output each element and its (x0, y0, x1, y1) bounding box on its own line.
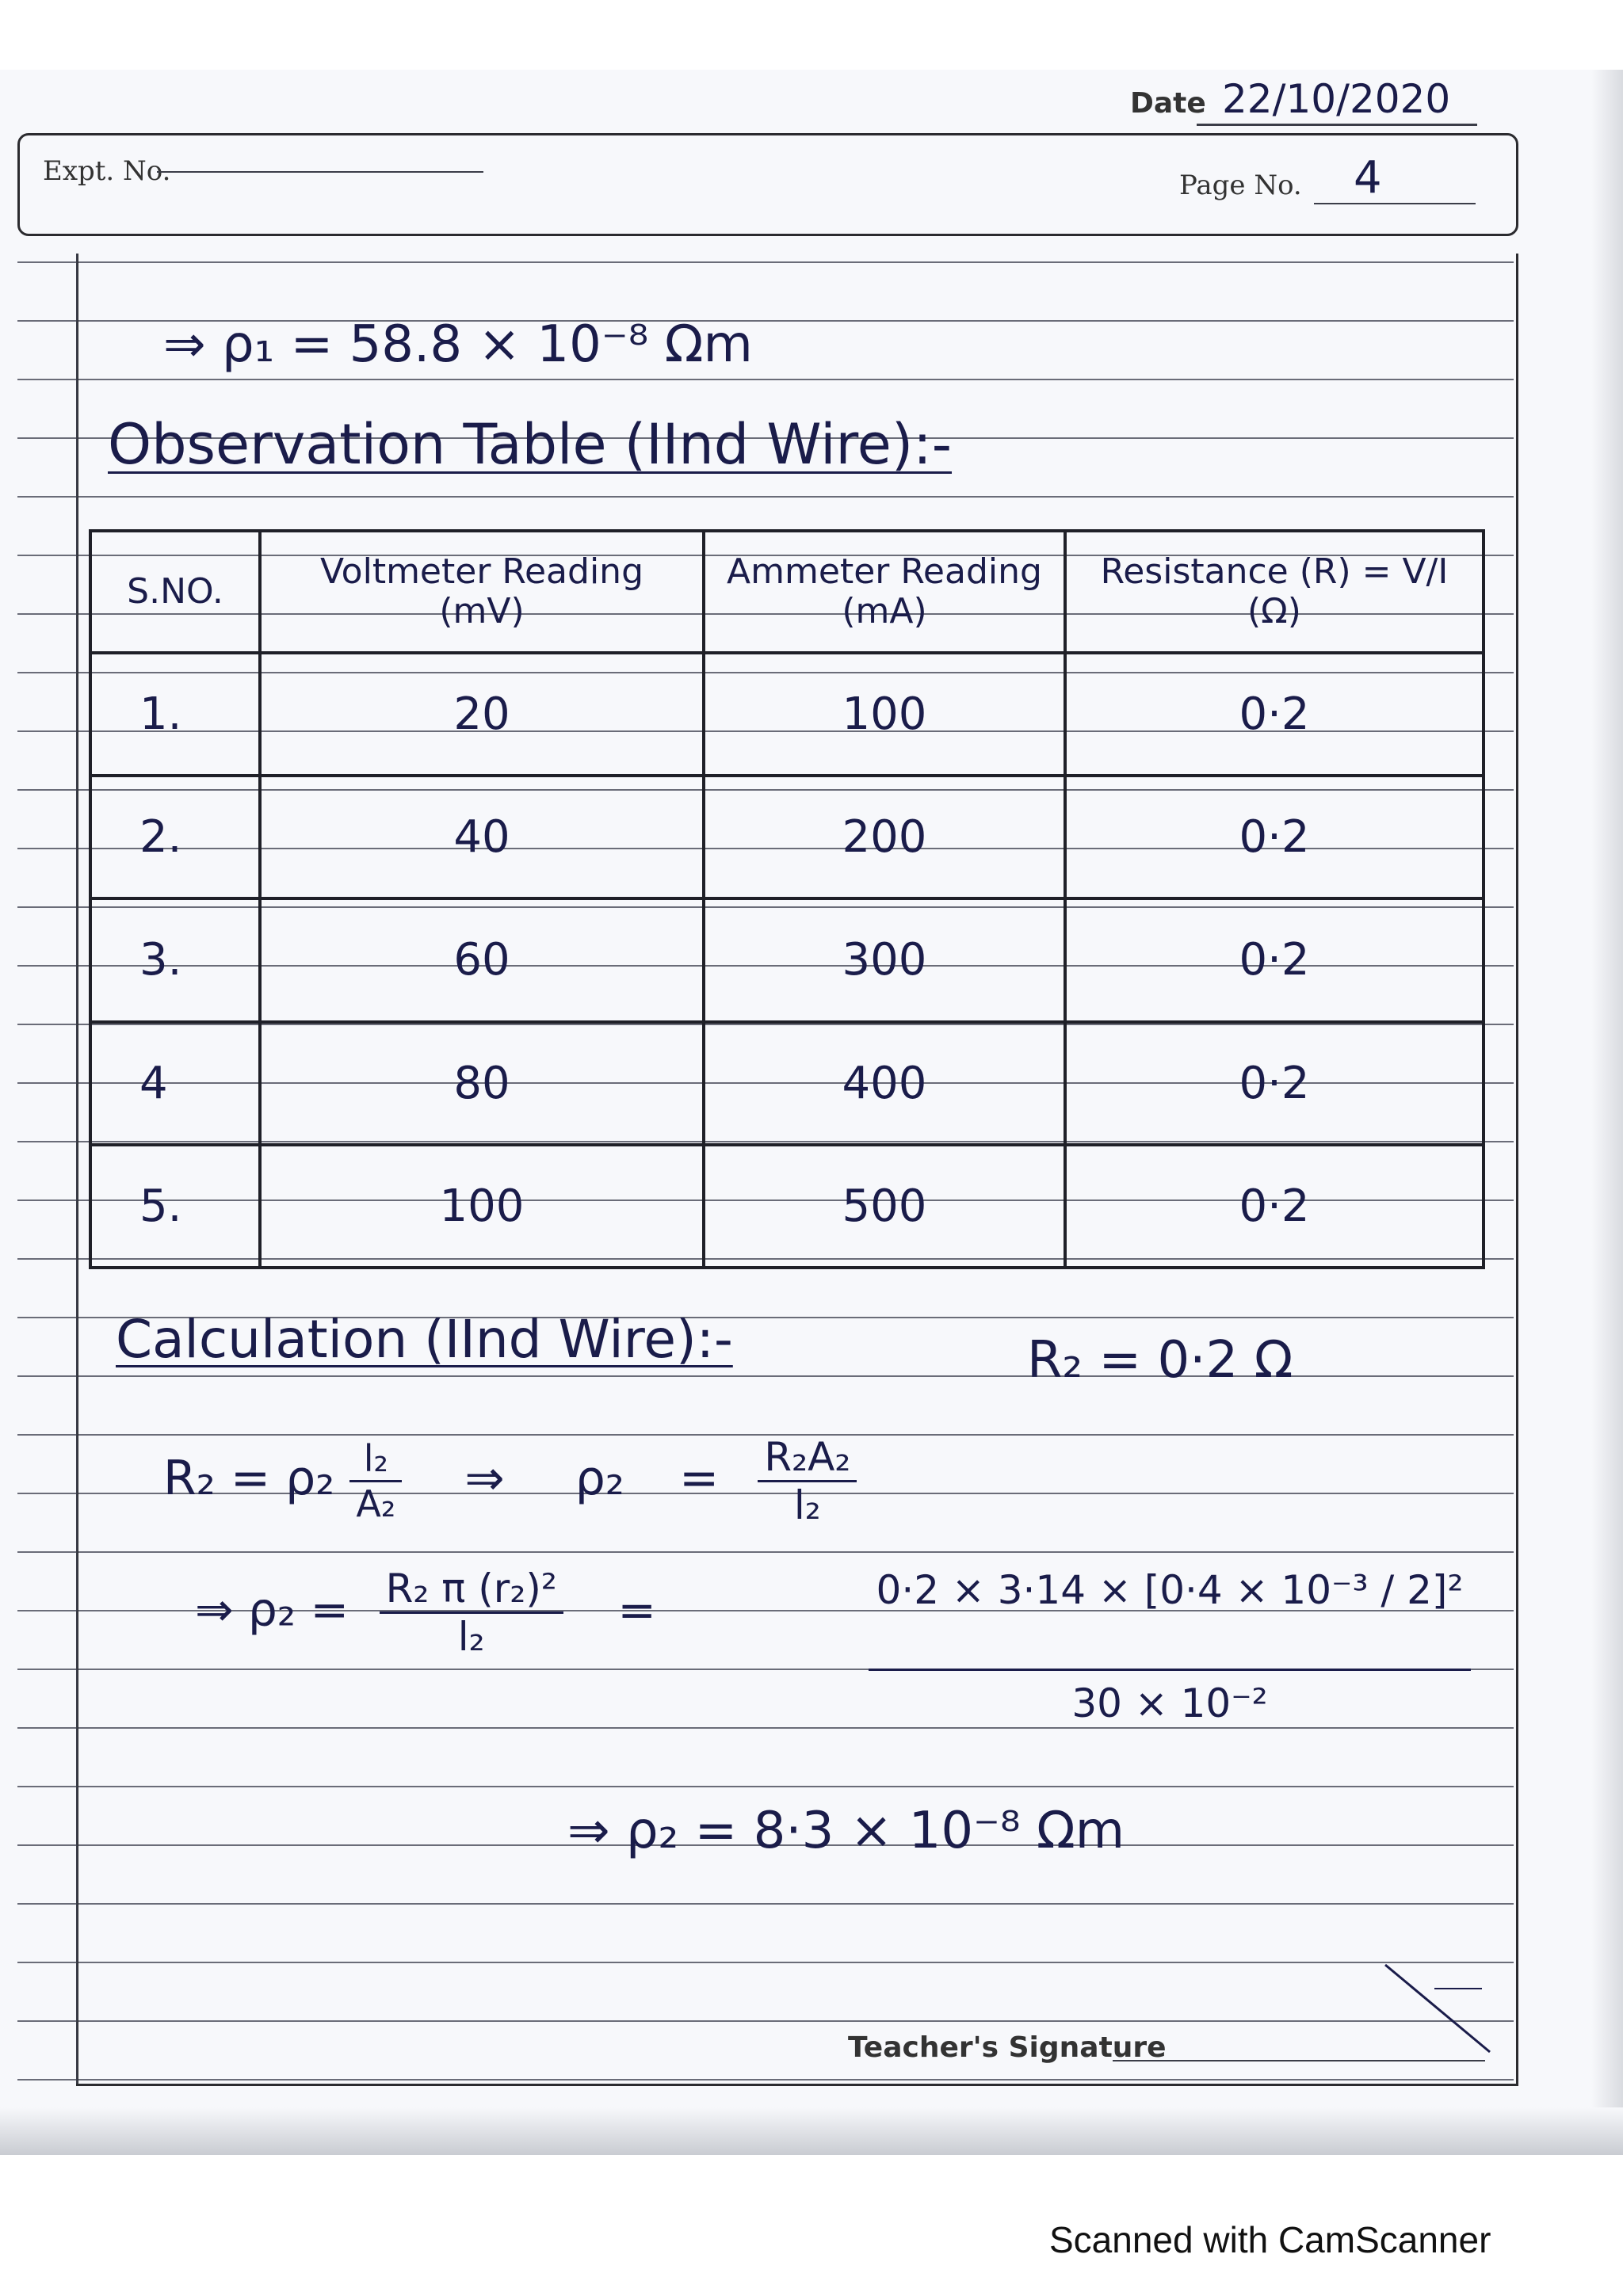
cell-sno: 1. (90, 653, 260, 776)
table-row (90, 1145, 1484, 1268)
cell-resistance: 0·2 (1065, 898, 1484, 1021)
cell-current: 100 (704, 653, 1065, 776)
cell-resistance: 0·2 (1065, 1022, 1484, 1145)
r2-value: R₂ = 0·2 Ω (1027, 1331, 1293, 1390)
cell-resistance: 0·2 (1065, 776, 1484, 898)
signature-line (1113, 2060, 1485, 2061)
teacher-signature-label: Teacher's Signature (848, 2031, 1167, 2064)
cell-current: 500 (704, 1145, 1065, 1268)
header-resistance: Resistance (R) = V/I (Ω) (1065, 531, 1484, 653)
date-label: Date (1130, 87, 1206, 120)
calc-line-2: ⇒ ρ₂ = $\frac{\text{R₂ π (r₂)²}}{\text{l₂}}$ = (195, 1566, 656, 1660)
date-underline (1197, 124, 1477, 126)
expt-no-label: Expt. No. (43, 155, 171, 187)
page-no-line (1314, 203, 1476, 204)
cell-voltage: 60 (260, 898, 704, 1021)
cell-sno: 2. (90, 776, 260, 898)
date-value: 22/10/2020 (1222, 76, 1451, 122)
cell-sno: 5. (90, 1145, 260, 1268)
page-no-value: 4 (1354, 152, 1382, 204)
table-row (90, 653, 1484, 776)
result-rho1: ⇒ ρ₁ = 58.8 × 10⁻⁸ Ωm (163, 315, 753, 374)
calc-line-1: R₂ = ρ₂ $\frac{\text{l₂}}{\text{A₂}}$ ⇒ ρ₂ = $\frac{\text{R₂A₂}}{\text{l₂}}$ (163, 1434, 857, 1528)
result-rho2: ⇒ ρ₂ = 8·3 × 10⁻⁸ Ωm (567, 1802, 1125, 1860)
calculation-heading: Calculation (IInd Wire):- (116, 1309, 733, 1370)
camscanner-watermark: Scanned with CamScanner (1049, 2219, 1491, 2260)
page-bottom-shadow (0, 2107, 1623, 2155)
table-row (90, 1022, 1484, 1145)
table-row (90, 898, 1484, 1021)
cell-current: 200 (704, 776, 1065, 898)
page-no-label: Page No. (1179, 170, 1302, 201)
cell-resistance: 0·2 (1065, 1145, 1484, 1268)
cell-resistance: 0·2 (1065, 653, 1484, 776)
header-sno: S.NO. (90, 531, 260, 653)
cell-voltage: 80 (260, 1022, 704, 1145)
cell-voltage: 100 (260, 1145, 704, 1268)
header-ammeter: Ammeter Reading (mA) (704, 531, 1065, 653)
cell-sno: 3. (90, 898, 260, 1021)
header-voltmeter: Voltmeter Reading (mV) (260, 531, 704, 653)
table-row (90, 776, 1484, 898)
cell-voltage: 20 (260, 653, 704, 776)
cell-current: 300 (704, 898, 1065, 1021)
cell-sno: 4 (90, 1022, 260, 1145)
table-header-row (90, 531, 1484, 653)
cell-current: 400 (704, 1022, 1065, 1145)
expt-no-line (157, 171, 483, 173)
signature-mark (1379, 1957, 1498, 2060)
page-edge-shadow (1591, 70, 1623, 2155)
margin-line (76, 254, 78, 2084)
observation-table (89, 529, 1485, 1269)
calc-line-2-rhs: $\frac{\text{0·2 × 3·14 × [0·4 × 10⁻³ / 2]²}}{\text{30 × 10⁻²}}$ (869, 1567, 1471, 1726)
observation-heading: Observation Table (IInd Wire):- (108, 412, 953, 477)
cell-voltage: 40 (260, 776, 704, 898)
